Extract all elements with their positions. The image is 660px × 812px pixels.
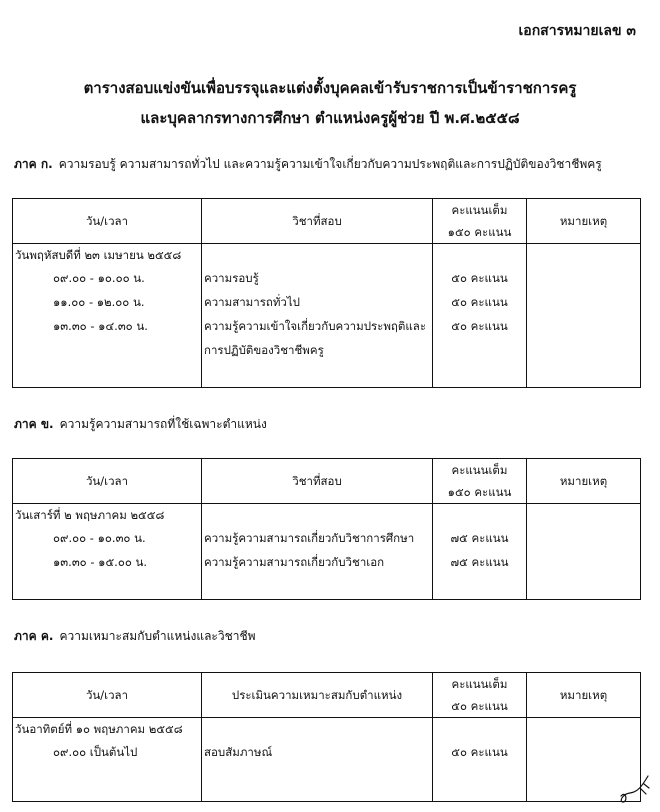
header-remarks: หมายเหตุ [527,459,641,504]
header-full-score-label: คะแนนเต็ม [451,463,508,477]
section-a-heading [14,155,602,174]
section-b-title: ความรู้ความสามารถที่ใช้เฉพาะตำแหน่ง [59,417,267,431]
header-date-time: วัน/เวลา [13,199,202,244]
exam-date: วันเสาร์ที่ ๒ พฤษภาคม ๒๕๕๘ [15,508,165,522]
exam-score: ๗๕ คะแนน [450,555,509,569]
subject-cell [202,718,433,802]
table-row [13,504,641,600]
signature-mark [618,772,652,808]
exam-score: ๗๕ คะแนน [450,531,509,545]
header-full-score [433,459,527,504]
exam-subject: ความรอบรู้ [204,271,259,285]
header-remarks: หมายเหตุ [527,673,641,718]
header-subject: วิชาที่สอบ [202,459,433,504]
header-full-score-label: คะแนนเต็ม [451,677,508,691]
exam-subject-continued: การปฏิบัติของวิชาชีพครู [204,343,324,357]
header-date-time: วัน/เวลา [13,459,202,504]
exam-score: ๕๐ คะแนน [451,295,508,309]
document-title-line-2: และบุคลากรทางการศึกษา ตำแหน่งครูผู้ช่วย ปี พ.ศ.๒๕๕๘ [140,109,520,127]
table-header-row [13,199,641,244]
exam-time: ๐๙.๐๐ - ๑๐.๓๐ น. [53,531,146,545]
header-remarks: หมายเหตุ [527,199,641,244]
exam-subject: ความรู้ความเข้าใจเกี่ยวกับความประพฤติและ [204,319,426,333]
header-full-score-total: ๑๕๐ คะแนน [447,225,512,239]
date-time-cell [13,244,202,388]
section-a-title: ความรอบรู้ ความสามารถทั่วไป และความรู้ความเข้าใจเกี่ยวกับความประพฤติและการปฏิบัติของวิชาชีพครู [58,157,602,171]
table-row [13,718,641,802]
exam-time: ๐๙.๐๐ - ๑๐.๐๐ น. [53,271,145,285]
subject-cell [202,504,433,600]
date-time-cell [13,504,202,600]
table-header-row [13,459,641,504]
header-date-time: วัน/เวลา [13,673,202,718]
section-b-table [12,458,641,600]
exam-time: ๑๓.๓๐ - ๑๔.๓๐ น. [53,319,148,333]
exam-score: ๕๐ คะแนน [451,745,508,759]
exam-subject: สอบสัมภาษณ์ [204,745,273,759]
header-full-score [433,199,527,244]
section-c-prefix: ภาค ค. [14,629,54,643]
header-subject: วิชาที่สอบ [202,199,433,244]
header-full-score-label: คะแนนเต็ม [451,203,508,217]
section-a-prefix: ภาค ก. [14,157,53,171]
exam-time: ๑๓.๓๐ - ๑๕.๐๐ น. [53,555,148,569]
section-b-heading [14,415,267,434]
exam-score: ๕๐ คะแนน [451,271,508,285]
exam-time: ๑๑.๐๐ - ๑๒.๐๐ น. [53,295,145,309]
subject-cell [202,244,433,388]
exam-date: วันพฤหัสบดีที่ ๒๓ เมษายน ๒๕๕๘ [15,248,182,262]
header-full-score [433,673,527,718]
section-c-table [12,672,641,802]
header-full-score-total: ๑๕๐ คะแนน [447,485,512,499]
exam-date: วันอาทิตย์ที่ ๑๐ พฤษภาคม ๒๕๕๘ [15,722,183,736]
score-cell [433,504,527,600]
date-time-cell [13,718,202,802]
signature-scribble-icon [618,772,652,804]
exam-subject: ความรู้ความสามารถเกี่ยวกับวิชาการศึกษา [204,531,415,545]
table-row [13,244,641,388]
exam-subject: ความสามารถทั่วไป [204,295,300,309]
section-b-prefix: ภาค ข. [14,417,54,431]
section-c-heading [14,627,256,646]
header-full-score-total: ๕๐ คะแนน [451,699,508,713]
document-number: เอกสารหมายเลข ๓ [518,23,636,39]
exam-time: ๐๙.๐๐ เป็นต้นไป [53,745,138,759]
exam-subject: ความรู้ความสามารถเกี่ยวกับวิชาเอก [204,555,385,569]
remarks-cell [527,504,641,600]
section-c-title: ความเหมาะสมกับตำแหน่งและวิชาชีพ [59,629,256,643]
remarks-cell [527,244,641,388]
section-a-table [12,198,641,388]
exam-score: ๕๐ คะแนน [451,319,508,333]
header-subject: ประเมินความเหมาะสมกับตำแหน่ง [202,673,433,718]
score-cell [433,718,527,802]
document-title-line-1: ตารางสอบแข่งขันเพื่อบรรจุและแต่งตั้งบุคคลเข้ารับราชการเป็นข้าราชการครู [83,79,577,97]
table-header-row [13,673,641,718]
score-cell [433,244,527,388]
